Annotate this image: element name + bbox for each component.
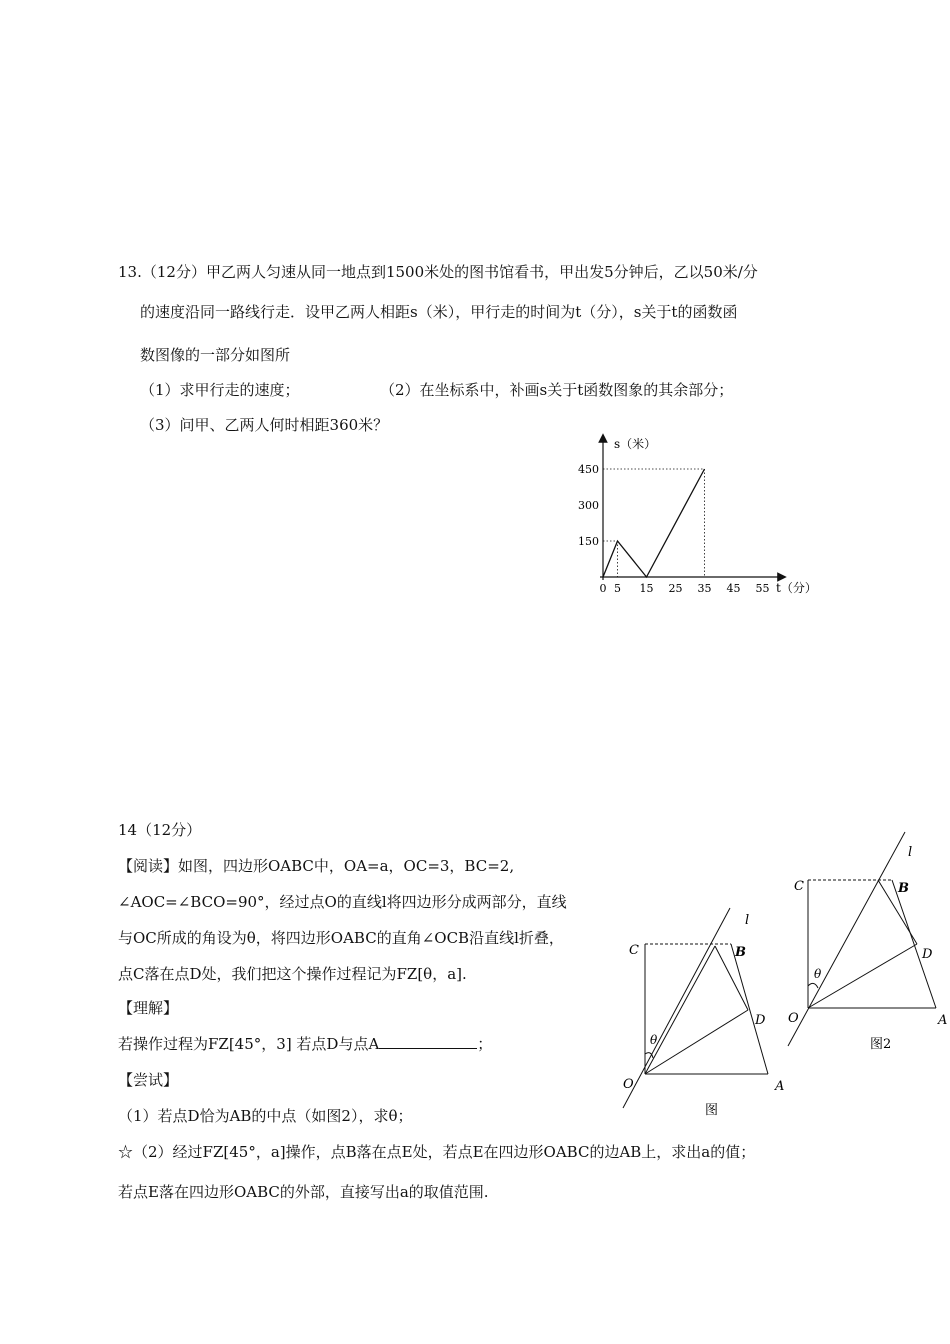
q14-read-line-1: 【阅读】如图，四边形OABC中，OA=a，OC=3，BC=2, xyxy=(118,857,515,875)
figure-2 xyxy=(780,828,950,1058)
fig2-label-A: A xyxy=(938,1013,948,1028)
fig2-caption: 图2 xyxy=(870,1037,892,1052)
q14-read-line-3: 与OC所成的角设为θ，将四边形OABC的直角∠OCB沿直线l折叠， xyxy=(118,929,564,947)
fig2-label-l: l xyxy=(908,845,913,860)
fig2-label-D: D xyxy=(922,947,933,962)
q13-line-3: 数图像的一部分如图所 xyxy=(140,346,291,364)
y-tick-label: 150 xyxy=(578,535,599,548)
q14-try-question-1: （1）若点D恰为AB的中点（如图2），求θ； xyxy=(118,1107,413,1125)
q13-line-1: 13.（12分）甲乙两人匀速从同一地点到1500米处的图书馆看书，甲出发5分钟后，乙以50米/分 xyxy=(118,263,758,281)
answer-blank[interactable] xyxy=(379,1034,477,1049)
x-tick-label: 15 xyxy=(639,582,654,595)
x-axis-label: t（分） xyxy=(776,581,817,595)
y-axis-label: s（米） xyxy=(614,437,657,451)
fig1-label-O: O xyxy=(623,1077,634,1092)
x-tick-label: 55 xyxy=(755,582,770,595)
fig2-label-theta: θ xyxy=(814,967,822,981)
distance-time-chart xyxy=(570,432,820,602)
q13-part-2: （2）在坐标系中，补画s关于t函数图象的其余部分； xyxy=(380,381,734,399)
fig2-label-C: C xyxy=(794,879,804,894)
understand-question-text: 若操作过程为FZ[45°，3] 若点D与点A xyxy=(118,1035,380,1053)
fig1-caption: 图 xyxy=(705,1103,719,1118)
fig2-angle-arc xyxy=(808,983,818,988)
q13-part-1: （1）求甲行走的速度； xyxy=(140,381,300,399)
fig2-label-O: O xyxy=(788,1011,799,1026)
fig1-label-theta: θ xyxy=(650,1033,658,1047)
fig1-side-BA xyxy=(731,944,768,1074)
q14-try-question-3: 若点E落在四边形OABC的外部，直接写出a的取值范围. xyxy=(118,1183,489,1201)
x-tick-label: 35 xyxy=(697,582,712,595)
fig1-label-A: A xyxy=(775,1079,785,1094)
fig1-label-D: D xyxy=(755,1013,766,1028)
fig1-line-l xyxy=(623,908,730,1108)
fig1-label-C: C xyxy=(629,943,639,958)
q14-understand-question xyxy=(118,1034,492,1054)
fig1-fold-OD xyxy=(645,1010,748,1074)
figure-1 xyxy=(615,890,795,1130)
understand-question-end: ； xyxy=(477,1035,493,1053)
q14-read-line-2: ∠AOC=∠BCO=90°，经过点O的直线l将四边形分成两部分，直线 xyxy=(118,893,567,911)
fig1-label-B: B xyxy=(735,945,746,960)
fig2-fold-OD xyxy=(808,944,917,1008)
fig2-label-B: B xyxy=(898,881,909,896)
x-tick-label: 25 xyxy=(668,582,683,595)
q13-part-3: （3）问甲、乙两人何时相距360米？ xyxy=(140,416,389,434)
q13-line-2: 的速度沿同一路线行走．设甲乙两人相距s（米），甲行走的时间为t（分），s关于t的函数函 xyxy=(140,303,738,321)
q14-try-heading: 【尝试】 xyxy=(118,1071,179,1089)
x-tick-label: 5 xyxy=(614,582,621,595)
q14-try-question-2: ☆（2）经过FZ[45°，a]操作，点B落在点E处，若点E在四边形OABC的边AB上，求出a的值； xyxy=(118,1143,756,1161)
fig2-side-BA xyxy=(892,880,936,1008)
x-tick-label: 45 xyxy=(726,582,741,595)
fig1-label-l: l xyxy=(745,913,750,928)
x-tick-label: 0 xyxy=(599,582,607,595)
fig1-segment-OB xyxy=(645,946,715,1074)
y-tick-label: 450 xyxy=(578,463,599,476)
fig2-line-l xyxy=(788,832,905,1046)
y-tick-label: 300 xyxy=(578,499,599,512)
q14-header: 14（12分） xyxy=(118,821,202,839)
series-line xyxy=(603,469,705,577)
q14-understand-heading: 【理解】 xyxy=(118,999,179,1017)
q14-read-line-4: 点C落在点D处，我们把这个操作过程记为FZ[θ，a]. xyxy=(118,965,467,983)
